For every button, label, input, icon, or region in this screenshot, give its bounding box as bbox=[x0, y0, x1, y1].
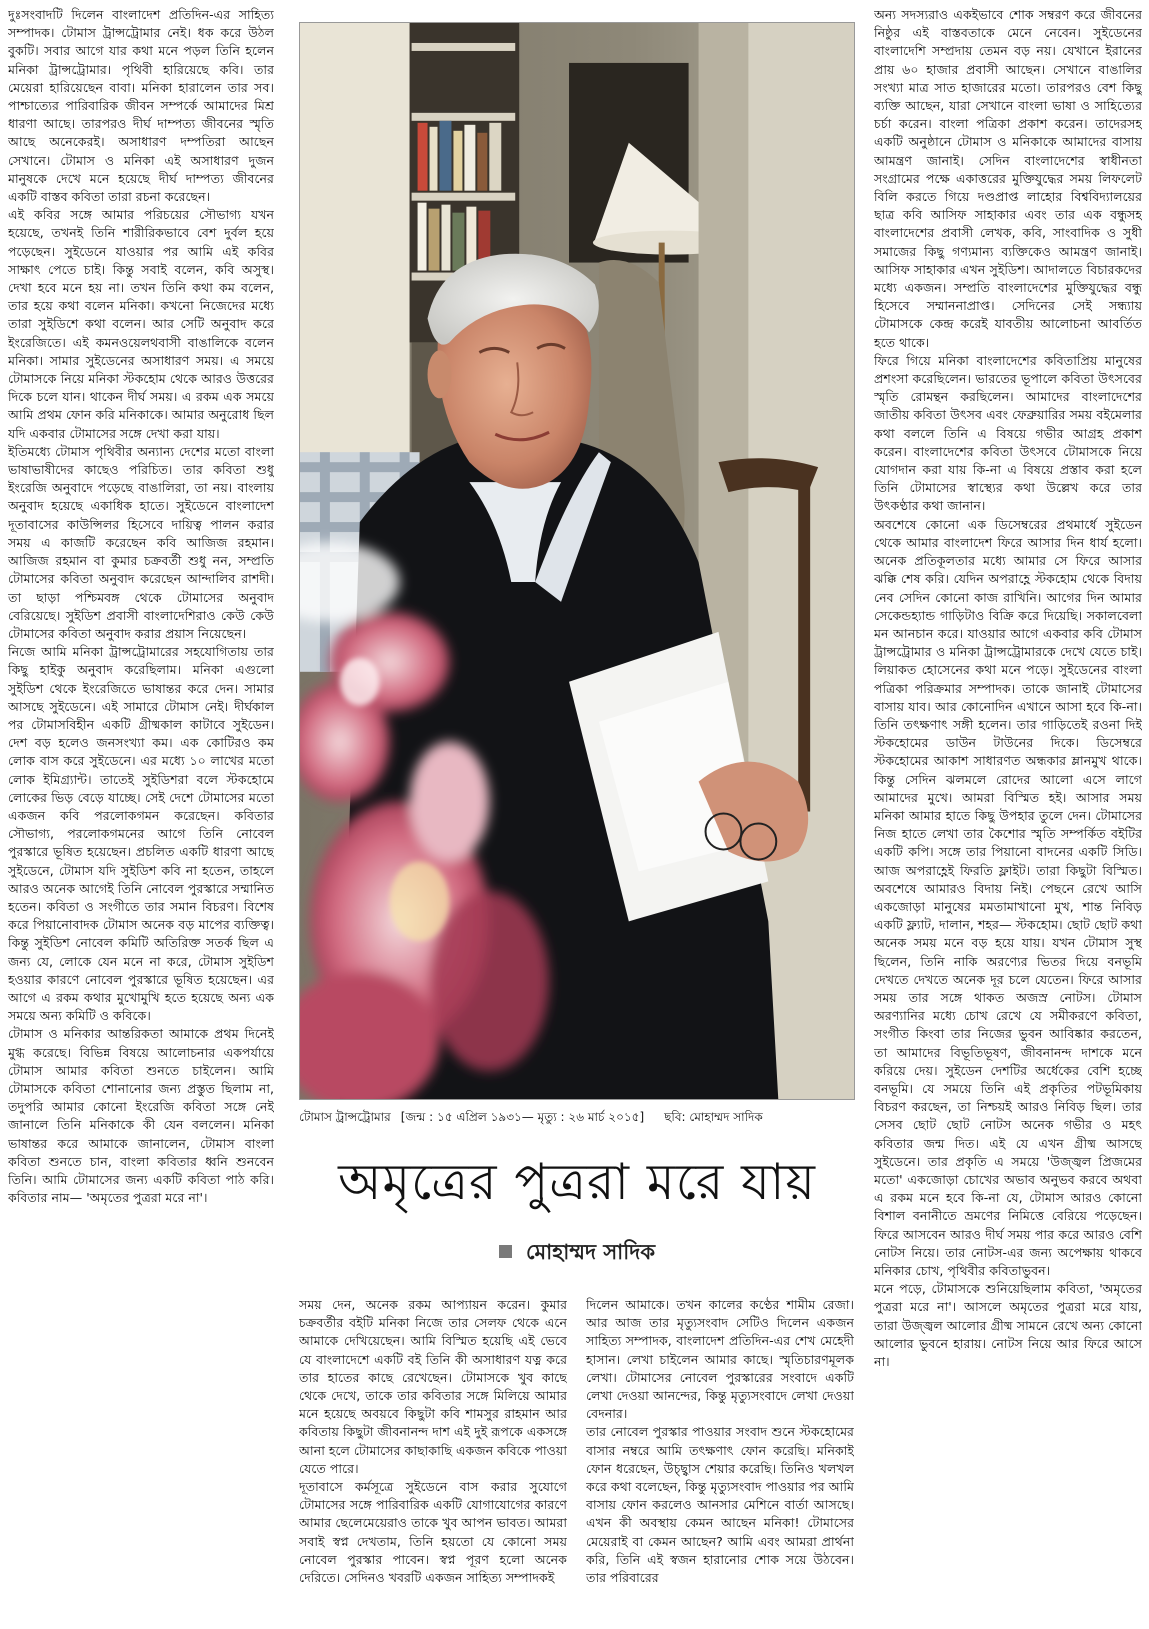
paragraph: ফিরে গিয়ে মনিকা বাংলাদেশের কবিতাপ্রিয় মানুষের প্রশংসা করেছিলেন। ভারতের ভূপালে কবিতা উৎসবের স্মৃতি রোমন্থন করছিলেন। আমাদের বাংলাদেশের জাতীয় কবিতা উৎসব এবং ফেব্রুয়ারির সময় বইমেলার কথা বললে তিনি এ বিষয়ে গভীর আগ্রহ প্রকাশ করেন। বাংলাদেশের কবিতা উৎসবে টোমাসকে নিয়ে যোগদান করা যায় কি-না এ বিষয়ে প্রস্তাব করা হলে তিনি টোমাসের স্বাস্থ্যের কথা উল্লেখ করে তার উৎকণ্ঠার কথা জানান। bbox=[874, 352, 1142, 514]
paragraph: মনে পড়ে, টোমাসকে শুনিয়েছিলাম কবিতা, 'অমৃতের পুত্ররা মরে না'। আসলে অমৃতের পুত্ররা মরে যায়, তারা উজ্জ্বল আলোর গ্রীষ্ম সামনে রেখে অন্য কোনো আলোর ভুবনে হারায়। নোটস নিয়ে আর ফিরে আসে না। bbox=[874, 1281, 1142, 1370]
byline bbox=[299, 1234, 855, 1270]
paragraph: সময় দেন, অনেক রকম আপ্যায়ন করেন। কুমার চক্রবর্তীর বইটি মনিকা নিজে তার সেলফ থেকে এনে আমাকে দেখিয়েছেন। আমি বিস্মিত হয়েছি এই ভেবে যে বাংলাদেশে একটি বই তিনি কী অসাধারণ যত্ন করে তার হাতের কাছে রেখেছেন। টোমাসকে খুব কাছে থেকে দেখে, তাকে তার কবিতার সঙ্গে মিলিয়ে আমার মনে হয়েছে অবয়বে কিছুটা কবি শামসুর রাহমান আর কবিতায় কিছুটা জীবনানন্দ দাশ এই দুই রূপকে একসঙ্গে আনা হলে টোমাসের কাছাকাছি একজন কবিকে পাওয়া যেতে পারে। bbox=[299, 1297, 567, 1476]
caption-subject: টোমাস ট্রান্সট্রোমার bbox=[299, 1110, 391, 1124]
paragraph: অবশেষে কোনো এক ডিসেম্বরের প্রথমার্ধে সুইডেন থেকে আমার বাংলাদেশ ফিরে আসার দিন ধার্য হলো। অনেক প্রতিকূলতার মধ্যে আমার সে ফিরে আসার ঝক্কি শেষ করি। যেদিন অপরাহ্ণে স্টকহোম থেকে বিদায় নেব সেদিন কোনো কাজ রাখিনি। আগের দিন আমার সেকেন্ডহ্যান্ড গাড়িটাও বিক্রি করে দিয়েছি। সকালবেলা মন আনচান করে। যাওয়ার আগে একবার কবি টোমাস ট্রান্সট্রোমার ও মনিকা ট্রান্সট্রোমারকে দেখে যেতে চাই। লিয়াকত হোসেনের কথা মনে পড়ে। সুইডেনের বাংলা পত্রিকা পরিক্রমার সম্পাদক। তাকে জানাই টোমাসের বাসায় যাব। আর কোনোদিন এখানে আসা হবে কি-না। তিনি তৎক্ষণাৎ সঙ্গী হলেন। তার গাড়িতেই রওনা দিই স্টকহোমের ডাউন টাউনের দিকে। ডিসেম্বরে স্টকহোমের আকাশ সাধারণত অন্ধকার ম্লানমুখ থাকে। কিন্তু সেদিন ঝলমলে রোদের আলো এসে লাগে আমাদের মুখে। আমরা বিস্মিত হই। আসার সময় মনিকা আমার হাতে কিছু উপহার তুলে দেন। টোমাসের নিজ হাতে লেখা তার কৈশোর স্মৃতি সম্পর্কিত বইটির একটি কপি। সঙ্গে তার পিয়ানো বাদনের একটি সিডি। আজ অপরাহ্ণেই ফিরতি ফ্লাইট। তারা কিছুটা বিস্মিত। অবশেষে আমারও বিদায় নিই। পেছনে রেখে আসি একজোড়া মানুষের মমতামাখানো মুখ, শান্ত নিবিড় একটি ফ্ল্যাট, দালান, শহর— স্টকহোম। ছোট ছোট কথা অনেক সময় মনে বড় হয়ে যায়। যখন টোমাস সুস্থ ছিলেন, তিনি নাকি অরণ্যের ভিতর দিয়ে বনভূমি দেখতে দেখতে অনেক দূর চলে যেতেন। ফিরে আসার সময় তার সঙ্গে থাকত অজস্র নোটস। টোমাস অরণ্যানির মধ্যে চোখ রেখে যে সমীকরণে কবিতা, সংগীত কিংবা তার নিজের ভুবন আবিষ্কার করতেন, তা আমাদের বিভূতিভূষণ, জীবনানন্দ দাশকে মনে করিয়ে দেয়। সুইডেন দেশটির অর্ধেকের বেশি হচ্ছে বনভূমি। যে সময়ে তিনি এই প্রকৃতির পটভূমিকায় বিচরণ করছেন, তা নিশ্চয়ই আরও নিবিড় ছিল। তার সেসব ছোট ছোট নোটস অনেক গভীর ও মহৎ কবিতার জন্ম দিত। এই যে এখন গ্রীষ্ম আসছে সুইডেনে। তার প্রকৃতি এ সময়ে 'উজ্জ্বল প্রিজমের মতো' একজোড়া চোখের অভাব অনুভব করবে অথবা এ রকম মনে হবে কি-না যে, টোমাস আরও কোনো বিশাল বনানীতে ভ্রমণের নিমিত্তে বেরিয়ে পড়েছেন। ফিরে আসবেন আরও দীর্ঘ সময় পার করে আরও বেশি নোটস নিয়ে। তার নোটস-এর জন্য অপেক্ষায় থাকবে মনিকার চোখ, পৃথিবীর কবিতাভুবন। bbox=[874, 516, 1142, 1279]
poet-photograph bbox=[299, 22, 855, 1100]
photo-caption bbox=[299, 1106, 855, 1128]
byline-square-icon bbox=[499, 1245, 512, 1258]
photo-credit: ছবি: মোহাম্মদ সাদিক bbox=[664, 1110, 763, 1124]
article-column-middle-a bbox=[299, 1296, 567, 1622]
headline: অমৃত্রের পুত্ররা মরে যায় bbox=[338, 1153, 816, 1211]
paragraph: টোমাস ও মনিকার আন্তরিকতা আমাকে প্রথম দিনেই মুগ্ধ করেছে। বিভিন্ন বিষয়ে আলোচনার একপর্যায়ে টোমাস আমার কবিতা শুনতে চাইলেন। আমি টোমাসকে কবিতা শোনানোর জন্য প্রস্তুত ছিলাম না, তদুপরি আমার কোনো ইংরেজি কবিতা সঙ্গে নেই জানালে তিনি মনিকাকে কী যেন বললেন। মনিকা ভাষান্তর করে আমাকে জানালেন, টোমাস বাংলা কবিতা শুনতে চান, বাংলা কবিতার ধ্বনি শুনবেন তিনি। আমি টোমাসের জন্য একটি কবিতা পাঠ করি। কবিতার নাম— 'অমৃতের পুত্ররা মরে না'। bbox=[8, 1026, 274, 1206]
paragraph: এই কবির সঙ্গে আমার পরিচয়ের সৌভাগ্য যখন হয়েছে, তখনই তিনি শারীরিকভাবে বেশ দুর্বল হয়ে পড়েছেন। সুইডেনে যাওয়ার পর আমি এই কবির সাক্ষাৎ পেতে চাই। কিন্তু সবাই বলেন, কবি অসুস্থ। দেখা হবে মনে হয় না। তখন তিনি কথা কম বলেন, তার হয়ে কথা বলেন মনিকা। কখনো নিজেদের মধ্যে তারা সুইডিশে কথা বলেন। আর সেটি অনুবাদ করে ইংরেজিতে। এই কমনওয়েলথবাসী বাঙালিকে বলেন মনিকা। সামার সুইডেনের অসাধারণ সময়। এ সময়ে টোমাসকে নিয়ে মনিকা স্টকহোম থেকে আরও উত্তরের দিকে চলে যান। থাকেন দীর্ঘ সময়। এ রকম এক সময়ে আমি প্রথম ফোন করি মনিকাকে। আমার অনুরোধ ছিল যদি একবার টোমাসের সঙ্গে দেখা করা যায়। bbox=[8, 207, 274, 441]
paragraph: নিজে আমি মনিকা ট্রান্সট্রোমারের সহযোগিতায় তার কিছু হাইকু অনুবাদ করেছিলাম। মনিকা এগুলো সুইডিশ থেকে ইংরেজিতে ভাষান্তর করে দেন। সামার আসছে সুইডেনে। এই সামারে টোমাস নেই। দীর্ঘকাল পর টোমাসবিহীন একটি গ্রীষ্মকাল কাটাবে সুইডেন। দেশ বড় হলেও জনসংখ্যা কম। এক কোটিরও কম লোক বাস করে সুইডেনে। এর মধ্যে ১০ লাখের মতো লোক ইমিগ্র্যান্ট। তাতেই সুইডিশরা বলে স্টকহোমে লোকের ভিড় বেড়ে যাচ্ছে। সেই দেশে টোমাসের মতো একজন কবি পরলোকগমন করেছেন। কবিতার সৌভাগ্য, পরলোকগমনের আগে তিনি নোবেল পুরস্কারে ভূষিত হয়েছেন। প্রচলিত একটি ধারণা আছে সুইডেনে, টোমাস যদি সুইডিশ কবি না হতেন, তাহলে আরও অনেক আগেই তিনি নোবেল পুরস্কারে সম্মানিত হতেন। কবিতা ও সংগীতে তার সমান বিচরণ। বিশেষ করে পিয়ানোবাদক টোমাস অনেক বড় মাপের ব্যক্তিত্ব। কিন্তু সুইডিশ নোবেল কমিটি অতিরিক্ত সতর্ক ছিল এ জন্য যে, লোকে যেন মনে না করে, টোমাস সুইডিশ হওয়ার কারণে নোবেল পুরস্কারে ভূষিত হয়েছেন। এর আগে এ রকম কথার মুখোমুখি হতে হয়েছে অন্য এক সময়ে অন্য কমিটি ও কবিকে। bbox=[8, 644, 274, 1024]
paragraph: তার নোবেল পুরস্কার পাওয়ার সংবাদ শুনে স্টকহোমের বাসার নম্বরে আমি তৎক্ষণাৎ ফোন করেছি। মনিকাই ফোন ধরেছেন, উচ্ছ্বাস শেয়ার করেছি। তিনিও খলখল করে কথা বলেছেন, কিন্তু মৃত্যুসংবাদ পাওয়ার পর আমি বাসায় ফোন করলেও আনসার মেশিনে বার্তা আসছে। এখন কী অবস্থায় কেমন আছেন মনিকা! টোমাসের মেয়েরাই বা কেমন আছেন? আমি এবং আমরা প্রার্থনা করি, তিনি এই স্বজন হারানোর শোক সয়ে উঠবেন। তার পরিবারের bbox=[586, 1424, 854, 1586]
paragraph: দুঃসংবাদটি দিলেন বাংলাদেশ প্রতিদিন-এর সাহিত্য সম্পাদক। টোমাস ট্রান্সট্রোমার নেই। ধক করে উঠল বুকটি। সবার আগে যার কথা মনে পড়ল তিনি হলেন মনিকা ট্রান্সট্রোমার। পৃথিবী হারিয়েছে কবি। তার মেয়েরা হারিয়েছেন বাবা। মনিকা হারালেন তার সব। পাশ্চাত্যের পারিবারিক জীবন সম্পর্কে আমাদের মিশ্র ধারণা আছে। তারপরও দীর্ঘ দাম্পত্য জীবনের স্মৃতি আছে অনেকেরই। অসাধারণ দম্পতিরা আছেন সেখানে। টোমাস ও মনিকা এই অসাধারণ দুজন মানুষকে দেখে মনে হয়েছে দীর্ঘ দাম্পত্য জীবনের একটি বাস্তব কবিতা তারা রচনা করেছেন। bbox=[8, 7, 274, 205]
author-name: মোহাম্মদ সাদিক bbox=[525, 1240, 656, 1264]
paragraph: দিলেন আমাকে। তখন কালের কণ্ঠের শামীম রেজা। আর আজ তার মৃত্যুসংবাদ সেটিও দিলেন একজন সাহিত্য সম্পাদক, বাংলাদেশ প্রতিদিন-এর শেখ মেহেদী হাসান। লেখা চাইলেন আমার কাছে। স্মৃতিচারণমূলক লেখা। টোমাসের নোবেল পুরস্কারের সংবাদে একটি লেখা দেওয়া আনন্দের, কিন্তু মৃত্যুসংবাদে লেখা দেওয়া বেদনার। bbox=[586, 1297, 854, 1422]
article-column-middle-b bbox=[586, 1296, 854, 1622]
caption-dates: [জন্ম : ১৫ এপ্রিল ১৯৩১— মৃত্যু : ২৬ মার্চ ২০১৫] bbox=[400, 1110, 645, 1124]
paragraph: দূতাবাসে কর্মসূত্রে সুইডেনে বাস করার সুযোগে টোমাসের সঙ্গে পারিবারিক একটি যোগাযোগের কারণে আমার ছেলেমেয়েরাও তাকে খুব আপন ভাবত। আমরা সবাই স্বপ্ন দেখতাম, তিনি হয়তো যে কোনো সময় নোবেল পুরস্কার পাবেন। স্বপ্ন পূরণ হলো অনেক দেরিতে। সেদিনও খবরটি একজন সাহিত্য সম্পাদকই bbox=[299, 1479, 567, 1586]
paragraph: অন্য সদস্যরাও একইভাবে শোক সম্বরণ করে জীবনের নিষ্ঠুর এই বাস্তবতাকে মেনে নেবেন। সুইডেনের বাংলাদেশি সম্প্রদায় তেমন বড় নয়। যেখানে ইরানের প্রায় ৬০ হাজার প্রবাসী আছেন। সেখানে বাঙালির সংখ্যা মাত্র সাত হাজারের মতো। তারপরও বেশ কিছু ব্যক্তি আছেন, যারা সেখানে বাংলা ভাষা ও সাহিত্যের চর্চা করেন। বাংলা পত্রিকা প্রকাশ করেন। তাদেরসহ একটি অনুষ্ঠানে টোমাস ও মনিকাকে আমাদের বাসায় আমন্ত্রণ জানাই। সেদিন বাংলাদেশের স্বাধীনতা সংগ্রামের পক্ষে একাত্তরের মুক্তিযুদ্ধের সময় লিফলেট বিলি করতে গিয়ে দণ্ডপ্রাপ্ত লাহোর বিশ্ববিদ্যালয়ের ছাত্র কবি আসিফ সাহাকার এবং তার এক বন্ধুসহ বাংলাদেশের প্রবাসী লেখক, কবি, সাংবাদিক ও সুধী সমাজের কিছু গণ্যমান্য ব্যক্তিকেও আমন্ত্রণ জানাই। আসিফ সাহাকার এখন সুইডিশ। আদালতে বিচারকদের মধ্যে একজন। সম্প্রতি বাংলাদেশের মুক্তিযুদ্ধের বন্ধু হিসেবে সম্মাননাপ্রাপ্ত। সেদিনের সেই সন্ধ্যায় টোমাসকে কেন্দ্র করেই যাবতীয় আলোচনা আবর্তিত হতে থাকে। bbox=[874, 7, 1142, 350]
article-column-left bbox=[8, 6, 274, 1622]
paragraph: ইতিমধ্যে টোমাস পৃথিবীর অন্যান্য দেশের মতো বাংলা ভাষাভাষীদের কাছেও পরিচিত। তার কবিতা শুধু ইংরেজি অনুবাদে পড়েছে বাঙালিরা, তা নয়। বাংলায় অনুবাদ হয়েছে একাধিক হাতে। সুইডেনে বাংলাদেশ দূতাবাসের কাউন্সিলর হিসেবে দায়িত্ব পালন করার সময় এ কাজটি করেছেন কবি আজিজ রহমান। আজিজ রহমান বা কুমার চক্রবর্তী শুধু নন, সম্প্রতি টোমাসের কবিতা অনুবাদ করেছেন আন্দালিব রাশদী। তা ছাড়া পশ্চিমবঙ্গ থেকে টোমাসের অনুবাদ বেরিয়েছে। সুইডিশ প্রবাসী বাংলাদেশিরাও কেউ কেউ টোমাসের কবিতা অনুবাদ করার প্রয়াস নিয়েছেন। bbox=[8, 443, 274, 641]
article-column-right bbox=[874, 6, 1142, 1622]
